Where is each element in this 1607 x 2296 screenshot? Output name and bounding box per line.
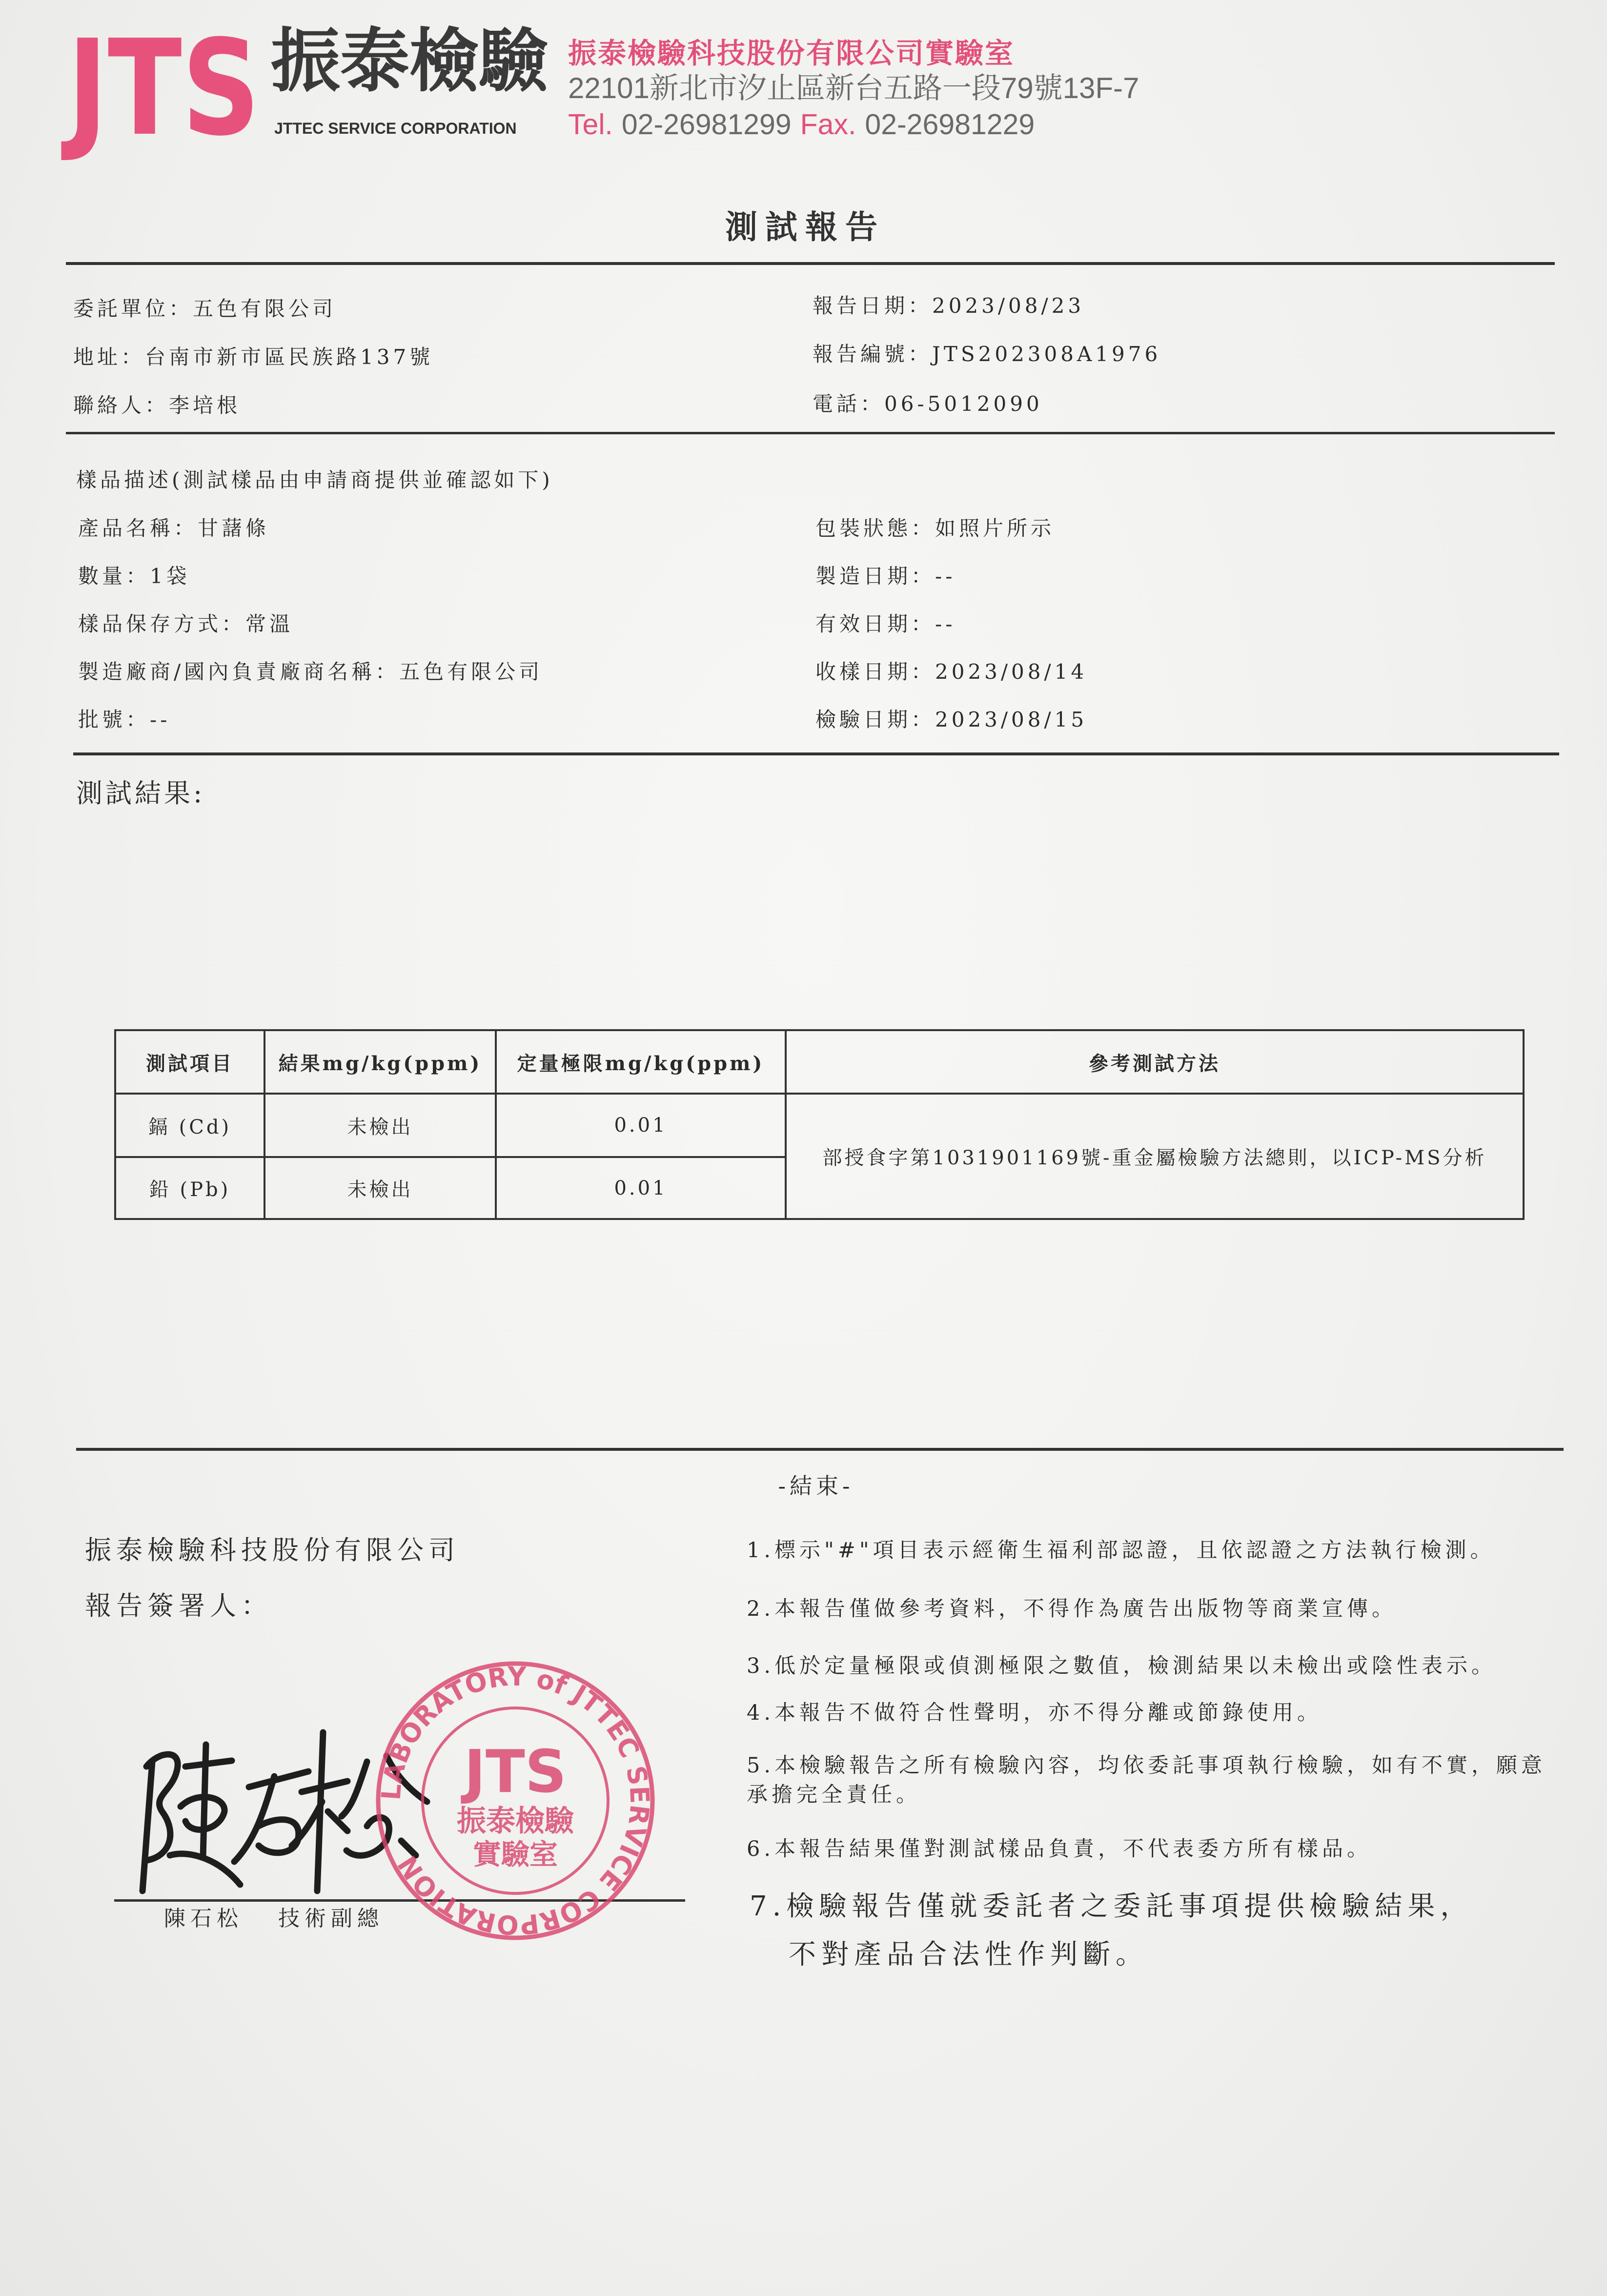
stamp-logo-text: JTS	[461, 1738, 567, 1806]
field-value: 2023/08/15	[935, 708, 1088, 731]
note-line: 承擔完全責任。	[747, 1783, 921, 1807]
note-3	[747, 1651, 1496, 1681]
field-label: 電話：	[813, 392, 885, 416]
company-seal-stamp	[374, 1659, 657, 1942]
field-value: 甘藷條	[198, 516, 270, 540]
page-title: 測試報告	[725, 208, 885, 246]
cell-loq: 0.01	[496, 1094, 786, 1157]
sample-received-date	[815, 657, 1087, 687]
field-label: 檢驗日期：	[815, 708, 936, 731]
field-value: 常溫	[245, 612, 294, 636]
note-line: 4.本報告不做符合性聲明，亦不得分離或節錄使用。	[747, 1701, 1322, 1725]
results-heading: 測試結果:	[76, 778, 205, 809]
field-label: 報告日期：	[813, 294, 933, 318]
divider-client	[66, 432, 1555, 434]
client-unit	[73, 294, 336, 324]
field-label: 樣品保存方式：	[78, 612, 246, 636]
client-contact	[73, 391, 241, 420]
client-phone	[813, 389, 1043, 419]
field-label: 收樣日期：	[815, 660, 936, 684]
jts-logo-text: JTS	[61, 11, 261, 165]
stamp-line-1: 振泰檢驗	[457, 1804, 574, 1838]
tel-label: Tel.	[568, 108, 613, 141]
col-header-item: 測試項目	[115, 1030, 264, 1094]
signer-name: 陳石松	[164, 1906, 243, 1931]
jts-logo	[61, 11, 268, 165]
note-line: 不對產品合法性作判斷。	[789, 1939, 1148, 1971]
company-name-cn: 振泰檢驗	[271, 21, 548, 102]
cell-method: 部授食字第1031901169號-重金屬檢驗方法總則，以ICP-MS分析	[786, 1094, 1524, 1219]
field-label: 地址：	[73, 345, 145, 369]
note-line: 5.本檢驗報告之所有檢驗內容，均依委託事項執行檢驗，如有不實，願意	[747, 1753, 1546, 1778]
col-header-method: 參考測試方法	[786, 1030, 1524, 1094]
lab-name: 振泰檢驗科技股份有限公司實驗室	[568, 37, 1015, 70]
field-label: 委託單位：	[73, 297, 193, 321]
field-value: 五色有限公司	[193, 297, 337, 321]
field-value: --	[935, 612, 956, 636]
field-label: 產品名稱：	[78, 516, 198, 540]
note-6	[747, 1834, 1372, 1864]
table-row	[115, 1094, 1524, 1157]
note-5	[747, 1751, 1546, 1809]
field-value: 2023/08/23	[932, 294, 1085, 318]
company-name-en: JTTEC SERVICE CORPORATION	[274, 120, 517, 137]
signer-title: 技術副總	[278, 1906, 384, 1931]
note-7	[750, 1882, 1473, 1979]
note-1	[747, 1536, 1495, 1565]
col-header-result: 結果mg/kg(ppm)	[264, 1030, 496, 1094]
field-label: 數量：	[78, 564, 150, 588]
field-value: --	[935, 564, 956, 588]
lab-contact	[568, 107, 1035, 142]
divider-sample	[73, 752, 1559, 755]
stamp-line-2: 實驗室	[472, 1838, 558, 1871]
sample-expiry-date	[815, 610, 956, 639]
fax-number: 02-26981229	[865, 108, 1035, 141]
results-table	[114, 1029, 1525, 1220]
field-label: 製造廠商/國內負責廠商名稱：	[78, 660, 400, 684]
note-line: 6.本報告結果僅對測試樣品負責，不代表委方所有樣品。	[747, 1837, 1372, 1861]
client-address	[73, 343, 433, 372]
field-value: 2023/08/14	[935, 660, 1088, 684]
field-label: 有效日期：	[815, 612, 936, 636]
cell-loq: 0.01	[496, 1157, 786, 1219]
sample-batch	[78, 705, 170, 734]
report-date	[813, 291, 1084, 321]
cell-item: 鉛 (Pb)	[115, 1157, 264, 1219]
field-label: 包裝狀態：	[815, 516, 936, 540]
note-line: 2.本報告僅做參考資料，不得作為廣告出版物等商業宣傳。	[747, 1597, 1397, 1621]
field-value: 06-5012090	[884, 392, 1043, 416]
sample-heading: 樣品描述(測試樣品由申請商提供並確認如下)	[76, 468, 553, 492]
field-label: 聯絡人：	[73, 393, 169, 417]
field-value: 五色有限公司	[399, 660, 543, 684]
sample-quantity	[78, 562, 190, 591]
field-value: 1袋	[150, 564, 190, 588]
sample-packaging	[815, 514, 1055, 543]
field-value: 台南市新市區民族路137號	[145, 345, 434, 369]
note-4	[747, 1698, 1322, 1727]
cell-result: 未檢出	[264, 1157, 496, 1219]
note-2	[747, 1594, 1397, 1624]
divider-title	[66, 262, 1555, 265]
end-marker: -結束-	[778, 1473, 854, 1499]
lab-address: 22101新北市汐止區新台五路一段79號13F-7	[568, 72, 1139, 104]
field-value: 如照片所示	[935, 516, 1055, 540]
table-header-row	[115, 1030, 1524, 1094]
sample-manufacturer	[78, 657, 543, 687]
signoff-signer-label: 報告簽署人：	[85, 1590, 272, 1621]
divider-end	[76, 1448, 1564, 1451]
cell-item: 鎘 (Cd)	[115, 1094, 264, 1157]
field-value: 李培根	[169, 393, 241, 417]
stamp-ring-text-path: LABORATORY of JTTEC SERVICE CORPORATION	[375, 1661, 655, 1941]
sample-storage	[78, 610, 293, 639]
report-number	[813, 340, 1161, 369]
col-header-loq: 定量極限mg/kg(ppm)	[496, 1030, 786, 1094]
fax-label: Fax.	[800, 108, 856, 141]
tel-number: 02-26981299	[621, 108, 792, 141]
note-line: 7.檢驗報告僅就委託者之委託事項提供檢驗結果，	[750, 1890, 1473, 1922]
note-line: 1.標示"#"項目表示經衛生福利部認證，且依認證之方法執行檢測。	[747, 1538, 1495, 1563]
field-value: --	[150, 708, 171, 731]
signoff-company: 振泰檢驗科技股份有限公司	[85, 1535, 460, 1565]
field-label: 批號：	[78, 708, 150, 731]
sample-manufacture-date	[815, 562, 956, 591]
field-label: 製造日期：	[815, 564, 936, 588]
note-line: 3.低於定量極限或偵測極限之數值，檢測結果以未檢出或陰性表示。	[747, 1654, 1497, 1678]
sample-test-date	[815, 705, 1087, 734]
field-label: 報告編號：	[813, 342, 933, 366]
cell-result: 未檢出	[264, 1094, 496, 1157]
field-value: JTS202308A1976	[932, 342, 1161, 366]
sample-product-name	[78, 514, 269, 543]
